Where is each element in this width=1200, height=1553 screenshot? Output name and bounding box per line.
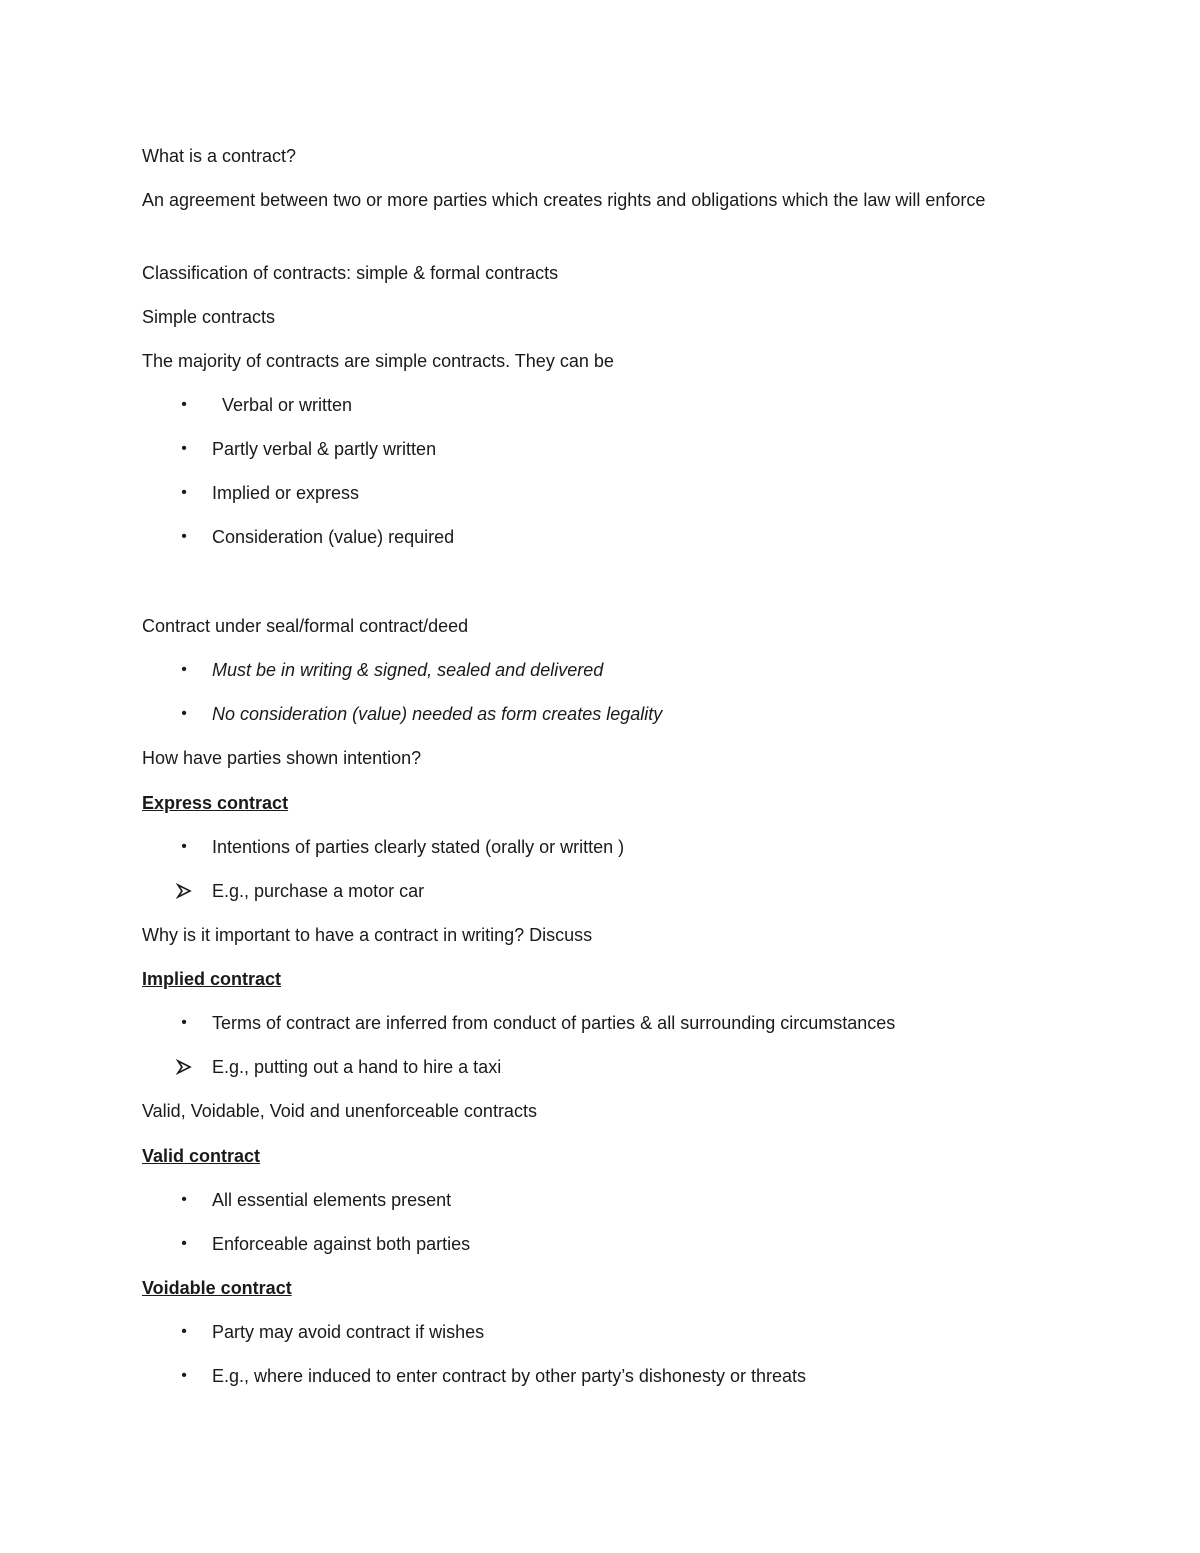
validity-heading: Valid, Voidable, Void and unenforceable contracts [142, 1101, 537, 1121]
valid-contract-heading: Valid contract [142, 1146, 261, 1166]
bullet-icon: • [181, 705, 187, 722]
list-item-text: Verbal or written [222, 395, 353, 415]
list-item-text: E.g., putting out a hand to hire a taxi [212, 1057, 502, 1077]
simple-contracts-heading: Simple contracts [142, 307, 276, 327]
bullet-icon: • [181, 838, 187, 855]
contract-definition: An agreement between two or more parties which creates rights and obligations which the law will enforce [142, 190, 986, 210]
bullet-icon: • [181, 1235, 187, 1252]
voidable-contract-heading: Voidable contract [142, 1278, 292, 1298]
bullet-icon: • [181, 1191, 187, 1208]
list-item-text: No consideration (value) needed as form creates legality [212, 704, 663, 724]
list-item-text: Terms of contract are inferred from conduct of parties & all surrounding circumstances [212, 1013, 896, 1033]
list-item-text: E.g., where induced to enter contract by other party’s dishonesty or threats [212, 1366, 806, 1386]
classification-line: Classification of contracts: simple & formal contracts [142, 263, 559, 283]
seal-contract-heading: Contract under seal/formal contract/deed [142, 616, 469, 636]
list-item-text: E.g., purchase a motor car [212, 881, 425, 901]
bullet-icon: • [181, 1367, 187, 1384]
list-item-text: Must be in writing & signed, sealed and delivered [212, 660, 604, 680]
implied-contract-heading: Implied contract [142, 969, 282, 989]
intention-question: How have parties shown intention? [142, 748, 422, 768]
bullet-icon: • [181, 484, 187, 501]
list-item-text: Enforceable against both parties [212, 1234, 471, 1254]
list-item-text: Party may avoid contract if wishes [212, 1322, 485, 1342]
bullet-icon: • [181, 396, 187, 413]
bullet-icon: • [181, 528, 187, 545]
simple-contracts-intro: The majority of contracts are simple contracts. They can be [142, 351, 614, 371]
question-what-is-contract: What is a contract? [142, 146, 297, 166]
bullet-icon: • [181, 1323, 187, 1340]
bullet-icon: • [181, 1014, 187, 1031]
bullet-icon: • [181, 440, 187, 457]
writing-question: Why is it important to have a contract in writing? Discuss [142, 925, 593, 945]
list-item-text: Intentions of parties clearly stated (orally or written ) [212, 837, 625, 857]
list-item-text: Partly verbal & partly written [212, 439, 437, 459]
express-contract-heading: Express contract [142, 793, 289, 813]
list-item-text: Implied or express [212, 483, 360, 503]
list-item-text: Consideration (value) required [212, 527, 455, 547]
list-item-text: All essential elements present [212, 1190, 452, 1210]
bullet-icon: • [181, 661, 187, 678]
